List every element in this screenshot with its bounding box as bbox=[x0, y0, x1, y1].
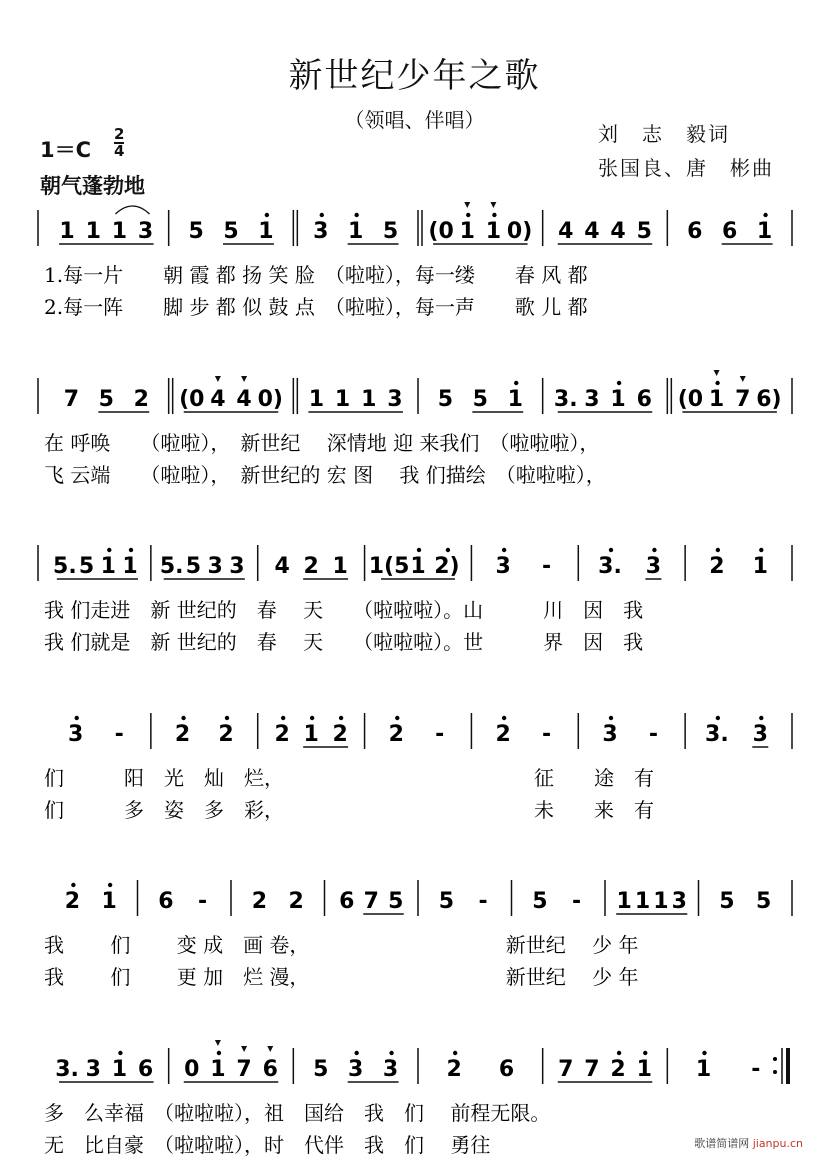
note: 3. bbox=[553, 387, 578, 412]
high-octave-dot bbox=[265, 213, 269, 217]
note: 6 bbox=[636, 387, 652, 412]
note: 3 bbox=[382, 1057, 399, 1082]
note: 5 bbox=[636, 219, 652, 244]
subtitle: （领唱、伴唱） bbox=[344, 108, 485, 132]
note: 3 bbox=[495, 554, 511, 579]
note: 1 bbox=[653, 889, 669, 914]
high-octave-dot bbox=[502, 716, 506, 720]
note: 5. bbox=[53, 554, 77, 579]
note: 3. bbox=[705, 722, 729, 747]
accent-mark bbox=[490, 202, 496, 208]
high-octave-dot bbox=[609, 548, 613, 552]
system-4 bbox=[44, 713, 792, 822]
note: 1 bbox=[410, 554, 426, 579]
note: 6) bbox=[756, 387, 782, 412]
accent-mark bbox=[464, 202, 470, 208]
lyric-line-1: 1.每一片 朝 霞 都 扬 笑 脸 （啦啦），每一缕 春 风 都 bbox=[44, 263, 588, 287]
note: 7 bbox=[363, 889, 379, 914]
accent-mark bbox=[267, 1046, 273, 1052]
note: 2 bbox=[303, 554, 319, 579]
note: 1 bbox=[752, 554, 768, 579]
note: 4 bbox=[210, 387, 226, 412]
time-signature-bottom: 4 bbox=[114, 142, 125, 160]
note: 1 bbox=[616, 889, 632, 914]
note: 3 bbox=[752, 722, 768, 747]
high-octave-dot bbox=[492, 213, 496, 217]
note: - bbox=[478, 889, 488, 914]
note: 1 bbox=[308, 387, 325, 412]
accent-mark bbox=[241, 376, 247, 382]
note: 3 bbox=[645, 554, 662, 579]
note: 3 bbox=[85, 1057, 101, 1082]
high-octave-dot bbox=[453, 1051, 457, 1055]
note: 5 bbox=[98, 387, 114, 412]
note: 1 bbox=[210, 1057, 226, 1082]
high-octave-dot bbox=[702, 1051, 706, 1055]
high-octave-dot bbox=[320, 213, 324, 217]
system-3 bbox=[38, 545, 792, 654]
note: 3 bbox=[68, 722, 84, 747]
note: 5 bbox=[313, 1057, 329, 1082]
high-octave-dot bbox=[466, 213, 470, 217]
lyric-line-2: 我 们 更 加 烂 漫， 新世纪 少 年 bbox=[44, 965, 639, 989]
high-octave-dot bbox=[129, 548, 133, 552]
high-octave-dot bbox=[502, 548, 506, 552]
note: 5 bbox=[437, 387, 454, 412]
high-octave-dot bbox=[617, 1051, 621, 1055]
note: 6 bbox=[722, 219, 738, 244]
accent-mark bbox=[241, 1046, 247, 1052]
note: 5 bbox=[382, 219, 399, 244]
lyric-line-2: 我 们就是 新 世纪的 春 天 （啦啦啦）。世 界 因 我 bbox=[44, 630, 644, 654]
note: 1 bbox=[111, 219, 128, 244]
note: 3 bbox=[207, 554, 223, 579]
note: 5 bbox=[438, 889, 455, 914]
note: - bbox=[572, 889, 582, 914]
tempo-marking: 朝气蓬勃地 bbox=[40, 174, 145, 198]
note: 1 bbox=[634, 889, 651, 914]
note: 5 bbox=[78, 554, 95, 579]
note: - bbox=[542, 554, 552, 579]
note: 1 bbox=[303, 722, 319, 747]
note: 7 bbox=[63, 387, 80, 412]
note: 5 bbox=[188, 219, 204, 244]
note: - bbox=[435, 722, 445, 747]
note: 1 bbox=[59, 219, 75, 244]
note: 5. bbox=[159, 554, 184, 579]
accent-mark bbox=[215, 1040, 221, 1046]
lyric-line-2: 无 比自豪 （啦啦啦），时 代伴 我 们 勇往 bbox=[44, 1133, 491, 1157]
note: - bbox=[751, 1057, 761, 1082]
lyric-line-1: 在 呼唤 （啦啦）， 新世纪 深情地 迎 来我们 （啦啦啦）， bbox=[44, 431, 600, 455]
high-octave-dot bbox=[395, 716, 399, 720]
note: 1 bbox=[485, 219, 502, 244]
note: 6 bbox=[137, 1057, 154, 1082]
system-6 bbox=[44, 1040, 788, 1157]
high-octave-dot bbox=[75, 716, 79, 720]
note: 4 bbox=[274, 554, 290, 579]
high-octave-dot bbox=[281, 716, 285, 720]
high-octave-dot bbox=[617, 381, 621, 385]
note: 2) bbox=[434, 554, 460, 579]
note: 3. bbox=[55, 1057, 79, 1082]
high-octave-dot bbox=[225, 716, 229, 720]
note: 0) bbox=[257, 387, 283, 412]
lyric-line-1: 我 们 变 成 画 卷， 新世纪 少 年 bbox=[44, 933, 639, 957]
high-octave-dot bbox=[643, 1051, 647, 1055]
high-octave-dot bbox=[310, 716, 314, 720]
note: 3 bbox=[602, 722, 618, 747]
note: 5 bbox=[388, 889, 404, 914]
high-octave-dot bbox=[339, 716, 343, 720]
note: 5 bbox=[223, 219, 239, 244]
note: 0) bbox=[506, 219, 533, 244]
note: 1 bbox=[708, 387, 725, 412]
note: 1 bbox=[122, 554, 138, 579]
lyric-line-1: 我 们走进 新 世纪的 春 天 （啦啦啦）。山 川 因 我 bbox=[44, 598, 644, 622]
note: 7 bbox=[236, 1057, 252, 1082]
high-octave-dot bbox=[652, 548, 656, 552]
note: 1 bbox=[348, 219, 364, 244]
note: (0 bbox=[428, 219, 454, 244]
note: 4 bbox=[236, 387, 252, 412]
note: 1(5 bbox=[368, 554, 410, 579]
accent-mark bbox=[714, 370, 720, 376]
note: - bbox=[648, 722, 658, 747]
note: 2 bbox=[133, 387, 149, 412]
note: (0 bbox=[677, 387, 704, 412]
note: 1 bbox=[85, 219, 101, 244]
note: 1 bbox=[507, 387, 523, 412]
note: 5 bbox=[719, 889, 735, 914]
note: 2 bbox=[174, 722, 191, 747]
note: 5 bbox=[472, 387, 488, 412]
note: 7 bbox=[584, 1057, 600, 1082]
note: 3. bbox=[598, 554, 622, 579]
note: 2 bbox=[388, 722, 404, 747]
note: 1 bbox=[361, 387, 377, 412]
time-signature-top: 2 bbox=[114, 125, 125, 143]
high-octave-dot bbox=[417, 548, 421, 552]
high-octave-dot bbox=[609, 716, 613, 720]
repeat-dot bbox=[773, 1070, 777, 1074]
note: 1 bbox=[258, 219, 274, 244]
lyric-line-2: 2.每一阵 脚 步 都 似 鼓 点 （啦啦），每一声 歌 儿 都 bbox=[44, 295, 588, 319]
composer-credit: 张国良、唐 彬曲 bbox=[598, 156, 774, 180]
note: 3 bbox=[348, 1057, 364, 1082]
high-octave-dot bbox=[763, 213, 767, 217]
high-octave-dot bbox=[354, 213, 358, 217]
note: 4 bbox=[558, 219, 574, 244]
note: 2 bbox=[610, 1057, 626, 1082]
slur bbox=[115, 206, 149, 214]
system-5 bbox=[44, 880, 792, 989]
note: 1 bbox=[111, 1057, 128, 1082]
note: 3 bbox=[137, 219, 154, 244]
lyric-line-2: 们 多 姿 多 彩， 未 来 有 bbox=[44, 798, 654, 822]
repeat-dot bbox=[773, 1057, 777, 1061]
watermark-site: 歌谱简谱网 bbox=[694, 1137, 750, 1150]
note: 6 bbox=[158, 889, 174, 914]
watermark-url: jianpu.cn bbox=[752, 1137, 803, 1150]
note: 4 bbox=[610, 219, 626, 244]
high-octave-dot bbox=[716, 716, 720, 720]
note: 1 bbox=[100, 554, 116, 579]
high-octave-dot bbox=[389, 1051, 393, 1055]
high-octave-dot bbox=[181, 716, 185, 720]
note: 7 bbox=[558, 1057, 574, 1082]
note: 6 bbox=[687, 219, 703, 244]
note: 2 bbox=[288, 889, 304, 914]
lyric-line-1: 们 阳 光 灿 烂， 征 途 有 bbox=[44, 766, 654, 790]
high-octave-dot bbox=[716, 548, 720, 552]
high-octave-dot bbox=[446, 548, 450, 552]
high-octave-dot bbox=[759, 716, 763, 720]
note: 1 bbox=[636, 1057, 652, 1082]
note: 5 bbox=[755, 889, 772, 914]
note: 7 bbox=[735, 387, 751, 412]
note: 2 bbox=[64, 889, 81, 914]
note: 5 bbox=[532, 889, 548, 914]
lyric-line-2: 飞 云端 （啦啦）， 新世纪的 宏 图 我 们描绘 （啦啦啦）， bbox=[44, 463, 606, 487]
note: 2 bbox=[332, 722, 348, 747]
note: 4 bbox=[584, 219, 600, 244]
note: 3 bbox=[387, 387, 403, 412]
high-octave-dot bbox=[759, 548, 763, 552]
key-signature: 1＝C bbox=[40, 138, 92, 162]
note: 1 bbox=[332, 554, 348, 579]
high-octave-dot bbox=[107, 548, 111, 552]
high-octave-dot bbox=[514, 381, 518, 385]
high-octave-dot bbox=[118, 1051, 122, 1055]
note: 1 bbox=[756, 219, 773, 244]
note: 2 bbox=[218, 722, 234, 747]
note: 2 bbox=[446, 1057, 462, 1082]
high-octave-dot bbox=[715, 381, 719, 385]
note: 2 bbox=[709, 554, 725, 579]
system-1 bbox=[38, 202, 792, 319]
note: 2 bbox=[495, 722, 511, 747]
high-octave-dot bbox=[354, 1051, 358, 1055]
accent-mark bbox=[215, 376, 221, 382]
watermark bbox=[690, 1133, 807, 1153]
note: - bbox=[542, 722, 552, 747]
accent-mark bbox=[740, 376, 746, 382]
note: - bbox=[114, 722, 124, 747]
note: 0 bbox=[184, 1057, 200, 1082]
note: 1 bbox=[459, 219, 475, 244]
note: 1 bbox=[610, 387, 626, 412]
page-title: 新世纪少年之歌 bbox=[288, 56, 541, 96]
note: 1 bbox=[695, 1057, 712, 1082]
lyric-line-1: 多 么幸福 （啦啦啦），祖 国给 我 们 前程无限。 bbox=[44, 1101, 551, 1125]
lyricist-credit: 刘 志 毅词 bbox=[598, 122, 730, 146]
note: 1 bbox=[101, 889, 117, 914]
note: 6 bbox=[339, 889, 355, 914]
note: (0 bbox=[179, 387, 205, 412]
note: 3 bbox=[229, 554, 245, 579]
high-octave-dot bbox=[71, 883, 75, 887]
high-octave-dot bbox=[217, 1051, 221, 1055]
note: 6 bbox=[498, 1057, 515, 1082]
note: - bbox=[198, 889, 208, 914]
note: 5 bbox=[185, 554, 202, 579]
high-octave-dot bbox=[108, 883, 112, 887]
system-2 bbox=[38, 370, 792, 487]
note: 6 bbox=[262, 1057, 278, 1082]
note: 3 bbox=[313, 219, 329, 244]
note: 3 bbox=[671, 889, 687, 914]
note: 3 bbox=[584, 387, 600, 412]
note: 2 bbox=[274, 722, 290, 747]
note: 1 bbox=[334, 387, 351, 412]
note: 2 bbox=[251, 889, 268, 914]
